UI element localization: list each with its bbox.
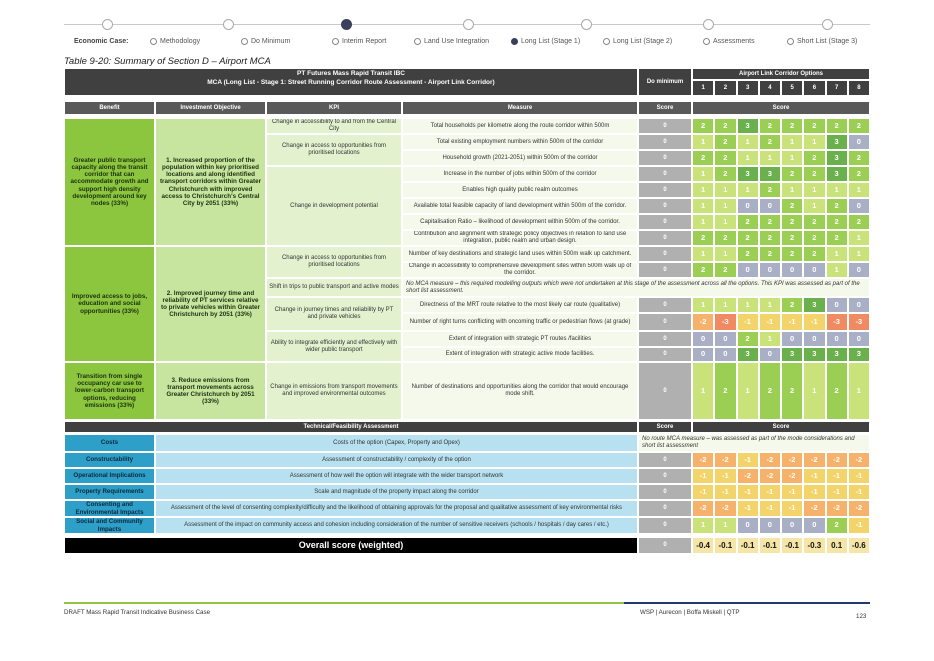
benefit-cell: Improved access to jobs, education and social opportunities (33%): [64, 246, 155, 362]
option-score-cell: 1: [803, 182, 825, 198]
kpi-cell: Change in development potential: [266, 166, 402, 246]
option-score-cell: 2: [714, 166, 736, 182]
option-score-cell: 1: [714, 214, 736, 230]
option-score-cell: -3: [714, 313, 736, 331]
option-number-header: 1: [692, 80, 714, 96]
option-score-cell: 2: [781, 118, 803, 134]
option-score-cell: 0: [803, 517, 825, 534]
option-score-cell: -2: [714, 452, 736, 468]
option-score-cell: 1: [692, 297, 714, 313]
dm-score-column-header: Score: [638, 101, 692, 115]
option-score-cell: 3: [826, 150, 848, 166]
option-score-cell: 0: [803, 331, 825, 347]
nav-step-5[interactable]: [511, 38, 580, 45]
option-score-cell: -1: [737, 484, 759, 500]
option-score-cell: 1: [714, 517, 736, 534]
option-score-cell: 1: [692, 517, 714, 534]
do-minimum-score: 0: [638, 182, 692, 198]
measure-cell: Total households per kilometre along the route corridor within 500m: [402, 118, 638, 134]
option-score-cell: 0: [848, 198, 870, 214]
option-score-cell: 0: [848, 331, 870, 347]
option-score-cell: 0: [803, 262, 825, 278]
option-score-cell: 0: [848, 262, 870, 278]
option-score-cell: 3: [826, 134, 848, 150]
option-score-cell: -1: [737, 452, 759, 468]
option-score-cell: 2: [803, 230, 825, 246]
options-header: Airport Link Corridor Options: [692, 68, 870, 80]
option-score-cell: 2: [826, 230, 848, 246]
option-score-cell: 1: [692, 214, 714, 230]
nav-step-8[interactable]: [787, 38, 857, 45]
overall-option-score: 0.1: [826, 537, 848, 554]
option-score-cell: -1: [826, 484, 848, 500]
option-score-cell: 0: [759, 198, 781, 214]
option-score-cell: 2: [714, 134, 736, 150]
option-score-cell: 2: [826, 118, 848, 134]
technical-criterion-desc: Assessment of constructability / complexity of the option: [155, 452, 638, 468]
header-line-1: PT Futures Mass Rapid Transit IBC: [297, 70, 405, 77]
radio-icon: [241, 38, 248, 45]
progress-step-marker: [463, 19, 474, 30]
nav-step-label: Methodology: [160, 38, 201, 45]
option-score-cell: 0: [759, 517, 781, 534]
nav-step-3[interactable]: [332, 38, 386, 45]
option-score-cell: 0: [759, 347, 781, 362]
option-score-cell: 1: [737, 182, 759, 198]
do-minimum-score: 0: [638, 214, 692, 230]
measure-cell: Total existing employment numbers within 500m of the corridor: [402, 134, 638, 150]
option-score-cell: 2: [848, 118, 870, 134]
footer-document-title: DRAFT Mass Rapid Transit Indicative Business Case: [64, 609, 211, 616]
overall-option-score: -0.4: [692, 537, 714, 554]
option-score-cell: 2: [692, 150, 714, 166]
option-score-cell: 2: [803, 150, 825, 166]
benefit-cell: Transition from single occupancy car use to lower-carbon transport options, reducing emissions (33%): [64, 362, 155, 420]
footer-rule-green: [64, 602, 624, 604]
option-score-cell: 0: [737, 198, 759, 214]
option-score-cell: -1: [848, 517, 870, 534]
objective-column-header: Investment Objective: [155, 101, 266, 115]
option-score-cell: 2: [692, 230, 714, 246]
option-score-cell: 2: [826, 517, 848, 534]
nav-step-4[interactable]: [414, 38, 489, 45]
measure-cell: Capitalisation Ratio – likelihood of development within 500m of the corridor.: [402, 214, 638, 230]
measure-cell: Number of key destinations and strategic land uses within 500m walk up catchment.: [402, 246, 638, 262]
objective-cell: 1. Increased proportion of the population within key prioritised locations and along identified transport corridors within Greater Christchurch with improved access to Christchurch's Central City by 2051 (33%): [155, 118, 266, 246]
option-score-cell: 2: [781, 214, 803, 230]
overall-option-score: -0.3: [803, 537, 825, 554]
option-score-cell: 0: [781, 331, 803, 347]
option-score-cell: 2: [759, 118, 781, 134]
technical-criterion-label: Operational Implications: [64, 468, 155, 484]
objective-cell: 2. Improved journey time and reliability of PT services relative to private vehicles within Greater Christchurch by 2051 (33%): [155, 246, 266, 362]
option-score-cell: 2: [714, 230, 736, 246]
option-score-cell: 2: [848, 150, 870, 166]
radio-icon: [332, 38, 339, 45]
option-score-cell: -1: [759, 484, 781, 500]
option-number-header: 5: [781, 80, 803, 96]
option-score-cell: 0: [848, 134, 870, 150]
do-minimum-score: 0: [638, 297, 692, 313]
option-score-cell: 0: [781, 262, 803, 278]
option-score-cell: -2: [803, 452, 825, 468]
kpi-cell: Change in emissions from transport movements and improved environmental outcomes: [266, 362, 402, 420]
option-score-cell: -1: [781, 500, 803, 517]
technical-criterion-label: Property Requirements: [64, 484, 155, 500]
nav-step-6[interactable]: [603, 38, 672, 45]
benefit-cell: Greater public transport capacity along the transit corridor that can accommodate growth and support high density development around key nodes (33%): [64, 118, 155, 246]
progress-step-marker: [581, 19, 592, 30]
option-number-header: 6: [803, 80, 825, 96]
option-score-cell: 1: [759, 331, 781, 347]
do-minimum-score: 0: [638, 362, 692, 420]
do-minimum-score: 0: [638, 150, 692, 166]
overall-option-score: -0.1: [781, 537, 803, 554]
technical-score-header: Score: [692, 421, 870, 433]
option-score-cell: 2: [759, 214, 781, 230]
option-score-cell: -1: [781, 313, 803, 331]
option-score-cell: -1: [803, 484, 825, 500]
do-minimum-score: 0: [638, 230, 692, 246]
option-score-cell: 3: [737, 347, 759, 362]
option-score-cell: -1: [737, 313, 759, 331]
do-minimum-score: 0: [638, 347, 692, 362]
option-score-cell: 2: [803, 166, 825, 182]
option-score-cell: -2: [692, 500, 714, 517]
kpi-cell: Ability to integrate efficiently and effectively with wider public transport: [266, 331, 402, 362]
option-score-cell: 1: [848, 246, 870, 262]
technical-criterion-label: Costs: [64, 434, 155, 452]
measure-cell: Extent of integration with strategic active mode facilities.: [402, 347, 638, 362]
option-score-cell: 1: [737, 134, 759, 150]
option-number-header: 3: [737, 80, 759, 96]
option-score-cell: -1: [692, 468, 714, 484]
option-score-cell: -2: [826, 500, 848, 517]
option-score-cell: -2: [848, 500, 870, 517]
option-number-header: 4: [759, 80, 781, 96]
option-score-cell: 3: [848, 347, 870, 362]
option-score-cell: 0: [781, 517, 803, 534]
progress-step-marker: [341, 19, 352, 30]
option-score-cell: 3: [737, 166, 759, 182]
option-score-cell: 2: [692, 262, 714, 278]
footer-authors: WSP | Aurecon | Boffa Miskell | QTP: [640, 609, 740, 616]
option-score-cell: 2: [759, 230, 781, 246]
option-score-cell: 1: [737, 297, 759, 313]
option-score-cell: -2: [759, 452, 781, 468]
option-score-cell: 1: [714, 198, 736, 214]
option-score-cell: 1: [781, 150, 803, 166]
option-score-cell: 1: [692, 198, 714, 214]
nav-step-2[interactable]: [241, 38, 290, 45]
radio-icon: [414, 38, 421, 45]
option-score-cell: 2: [848, 166, 870, 182]
option-score-cell: 2: [714, 362, 736, 420]
nav-step-label: Interim Report: [342, 38, 387, 45]
nav-step-label: Do Minimum: [251, 38, 291, 45]
option-score-cell: 2: [848, 214, 870, 230]
overall-dm-score: 0: [638, 537, 692, 554]
option-score-cell: -3: [848, 313, 870, 331]
option-score-cell: 2: [781, 166, 803, 182]
measure-cell: Number of right turns conflicting with oncoming traffic or pedestrian flows (at grade): [402, 313, 638, 331]
option-score-cell: 2: [737, 246, 759, 262]
option-score-cell: 3: [737, 118, 759, 134]
option-score-cell: 3: [826, 166, 848, 182]
nav-step-label: Long List (Stage 2): [613, 38, 673, 45]
option-score-cell: 1: [781, 182, 803, 198]
option-score-cell: 2: [759, 246, 781, 262]
option-score-cell: 2: [826, 198, 848, 214]
do-minimum-score: 0: [638, 331, 692, 347]
option-score-cell: 3: [759, 166, 781, 182]
overall-option-score: -0.1: [714, 537, 736, 554]
option-score-cell: -1: [737, 500, 759, 517]
footer-rule-blue: [624, 602, 870, 604]
option-score-cell: 1: [714, 246, 736, 262]
option-score-cell: 1: [826, 246, 848, 262]
option-score-cell: 1: [714, 297, 736, 313]
option-score-cell: 2: [737, 230, 759, 246]
option-score-cell: -2: [692, 313, 714, 331]
measure-column-header: Measure: [402, 101, 638, 115]
option-score-cell: 2: [803, 118, 825, 134]
kpi-cell: Change in accessibility to and from the Central City: [266, 118, 402, 134]
option-score-cell: 3: [803, 347, 825, 362]
option-score-cell: -1: [848, 468, 870, 484]
option-number-header: 8: [848, 80, 870, 96]
option-score-cell: 1: [737, 150, 759, 166]
option-score-cell: 0: [737, 262, 759, 278]
technical-criterion-desc: Costs of the option (Capex, Property and Opex): [155, 434, 638, 452]
economic-case-label: Economic Case:: [74, 38, 129, 45]
option-score-cell: 0: [714, 347, 736, 362]
overall-score-label: Overall score (weighted): [64, 537, 638, 554]
kpi-cell: Shift in trips to public transport and active modes: [266, 278, 402, 297]
option-score-cell: 1: [781, 134, 803, 150]
option-score-cell: 2: [759, 134, 781, 150]
option-score-cell: 2: [759, 362, 781, 420]
option-score-cell: -1: [826, 468, 848, 484]
option-score-cell: -1: [781, 484, 803, 500]
option-score-cell: -2: [803, 500, 825, 517]
nav-step-label: Short List (Stage 3): [797, 38, 858, 45]
option-score-cell: -2: [759, 468, 781, 484]
radio-icon: [703, 38, 710, 45]
option-score-cell: 3: [803, 297, 825, 313]
measure-cell: Directness of the MRT route relative to the most likely car route (qualitative): [402, 297, 638, 313]
do-minimum-score: 0: [638, 118, 692, 134]
measure-cell: Increase in the number of jobs within 500m of the corridor: [402, 166, 638, 182]
option-score-cell: 1: [692, 182, 714, 198]
measure-cell: Household growth (2021-2051) within 500m of the corridor: [402, 150, 638, 166]
option-score-cell: -1: [714, 484, 736, 500]
option-score-cell: -1: [848, 484, 870, 500]
option-score-cell: 0: [692, 347, 714, 362]
option-score-cell: 1: [803, 134, 825, 150]
option-score-cell: 2: [781, 246, 803, 262]
progress-step-marker: [223, 19, 234, 30]
objective-cell: 3. Reduce emissions from transport movements across Greater Christchurch by 2051 (33%): [155, 362, 266, 420]
measure-cell: Contribution and alignment with strategic policy objectives in relation to land use integration, public realm and urban design.: [402, 230, 638, 246]
option-score-cell: -1: [803, 468, 825, 484]
technical-criterion-label: Consenting and Environmental Impacts: [64, 500, 155, 517]
no-measure-note: No MCA measure – this required modelling outputs which were not undertaken at this stage of the assessment across all the options. This KPI was assessed as part of the short list assessment.: [402, 278, 870, 297]
option-score-column-header: Score: [692, 101, 870, 115]
option-score-cell: 2: [692, 118, 714, 134]
option-score-cell: 0: [848, 297, 870, 313]
progress-step-marker: [822, 19, 833, 30]
option-score-cell: 2: [826, 214, 848, 230]
option-score-cell: -2: [781, 452, 803, 468]
option-score-cell: 2: [737, 331, 759, 347]
do-minimum-score: 0: [638, 500, 692, 517]
option-score-cell: -1: [714, 468, 736, 484]
do-minimum-score: 0: [638, 468, 692, 484]
option-score-cell: 1: [848, 230, 870, 246]
measure-cell: Enables high quality public realm outcomes: [402, 182, 638, 198]
technical-criterion-desc: Scale and magnitude of the property impact along the corridor: [155, 484, 638, 500]
option-score-cell: 0: [759, 262, 781, 278]
option-score-cell: -2: [826, 452, 848, 468]
option-score-cell: -1: [692, 484, 714, 500]
do-minimum-score: 0: [638, 452, 692, 468]
option-score-cell: -2: [692, 452, 714, 468]
option-score-cell: 2: [803, 214, 825, 230]
option-score-cell: 2: [781, 297, 803, 313]
option-score-cell: 1: [803, 362, 825, 420]
do-minimum-score: 0: [638, 134, 692, 150]
option-score-cell: 1: [826, 182, 848, 198]
option-score-cell: -2: [848, 452, 870, 468]
option-score-cell: 1: [692, 362, 714, 420]
option-score-cell: 3: [826, 347, 848, 362]
option-score-cell: 0: [714, 331, 736, 347]
option-score-cell: -2: [714, 500, 736, 517]
nav-step-1[interactable]: [150, 38, 200, 45]
do-minimum-score: 0: [638, 246, 692, 262]
option-score-cell: -3: [826, 313, 848, 331]
option-score-cell: 2: [781, 230, 803, 246]
option-score-cell: 2: [759, 182, 781, 198]
measure-cell: Number of destinations and opportunities along the corridor that would encourage mode shift.: [402, 362, 638, 420]
option-score-cell: 1: [759, 150, 781, 166]
radio-icon: [603, 38, 610, 45]
option-score-cell: 0: [737, 517, 759, 534]
radio-icon: [787, 38, 794, 45]
benefit-column-header: Benefit: [64, 101, 155, 115]
option-score-cell: 1: [848, 182, 870, 198]
option-score-cell: 2: [781, 198, 803, 214]
option-score-cell: 2: [714, 262, 736, 278]
nav-step-label: Assessments: [713, 38, 755, 45]
option-score-cell: 1: [848, 362, 870, 420]
radio-icon: [511, 38, 518, 45]
table-header-title: [64, 70, 638, 88]
kpi-column-header: KPI: [266, 101, 402, 115]
option-number-header: 2: [714, 80, 736, 96]
do-minimum-score: 0: [638, 198, 692, 214]
do-minimum-score: 0: [638, 517, 692, 534]
option-score-cell: 1: [692, 246, 714, 262]
technical-criterion-desc: Assessment of the impact on community access and cohesion including consideration of the number of sensitive receivers (schools / hospitals / day cares / etc.): [155, 517, 638, 534]
do-minimum-header: Do minimum: [638, 68, 692, 96]
kpi-cell: Change in journey times and reliability by PT and private vehicles: [266, 297, 402, 331]
radio-icon: [150, 38, 157, 45]
option-score-cell: -1: [803, 313, 825, 331]
option-score-cell: 1: [803, 198, 825, 214]
measure-cell: Extent of integration with strategic PT routes /facilities: [402, 331, 638, 347]
nav-step-label: Land Use Integration: [424, 38, 489, 45]
technical-criterion-label: Social and Community Impacts: [64, 517, 155, 534]
option-score-cell: 0: [692, 331, 714, 347]
option-score-cell: 1: [692, 166, 714, 182]
option-score-cell: -2: [737, 468, 759, 484]
option-score-cell: 3: [781, 347, 803, 362]
technical-criterion-desc: Assessment of how well the option will integrate with the wider transport network: [155, 468, 638, 484]
option-score-cell: 0: [826, 331, 848, 347]
option-number-header: 7: [826, 80, 848, 96]
option-score-cell: 2: [781, 362, 803, 420]
page-number: 123: [856, 613, 867, 620]
option-score-cell: 2: [714, 150, 736, 166]
do-minimum-score: 0: [638, 166, 692, 182]
kpi-cell: Change in access to opportunities from prioritised locations: [266, 246, 402, 278]
technical-dm-score-header: Score: [638, 421, 692, 433]
do-minimum-score: 0: [638, 313, 692, 331]
progress-step-marker: [102, 19, 113, 30]
measure-cell: Change in accessibility to comprehensive development sites within 500m walk up of the corridor.: [402, 262, 638, 278]
option-score-cell: 1: [759, 297, 781, 313]
option-score-cell: 1: [692, 134, 714, 150]
option-score-cell: 0: [826, 297, 848, 313]
overall-option-score: -0.6: [848, 537, 870, 554]
option-score-cell: -1: [759, 313, 781, 331]
overall-option-score: -0.1: [759, 537, 781, 554]
progress-step-marker: [703, 19, 714, 30]
nav-step-7[interactable]: [703, 38, 755, 45]
table-title: Table 9-20: Summary of Section D – Airport MCA: [64, 56, 271, 67]
header-line-2: MCA (Long List - Stage 1: Street Running Corridor Route Assessment - Airport Link Corridor): [207, 78, 495, 86]
option-score-cell: -2: [781, 468, 803, 484]
option-score-cell: 2: [826, 362, 848, 420]
technical-criterion-desc: Assessment of the level of consenting complexity/difficulty and the likelihood of obtaining approvals for the proposal and qualitative assessment of key environmental risks: [155, 500, 638, 517]
technical-criterion-label: Constructability: [64, 452, 155, 468]
option-score-cell: 1: [826, 262, 848, 278]
kpi-cell: Change in access to opportunities from prioritised locations: [266, 134, 402, 166]
option-score-cell: 2: [803, 246, 825, 262]
do-minimum-score: 0: [638, 262, 692, 278]
overall-option-score: -0.1: [737, 537, 759, 554]
option-score-cell: 2: [714, 118, 736, 134]
option-score-cell: 1: [714, 182, 736, 198]
technical-header: Technical/Feasibility Assessment: [64, 421, 638, 433]
nav-step-label: Long List (Stage 1): [521, 38, 581, 45]
option-score-cell: 1: [737, 362, 759, 420]
option-score-cell: -1: [759, 500, 781, 517]
technical-note: No route MCA measure – was assessed as part of the mode considerations and short list assessment: [638, 434, 870, 452]
measure-cell: Available total feasible capacity of land development within 500m of the corridor.: [402, 198, 638, 214]
do-minimum-score: 0: [638, 484, 692, 500]
option-score-cell: 2: [737, 214, 759, 230]
